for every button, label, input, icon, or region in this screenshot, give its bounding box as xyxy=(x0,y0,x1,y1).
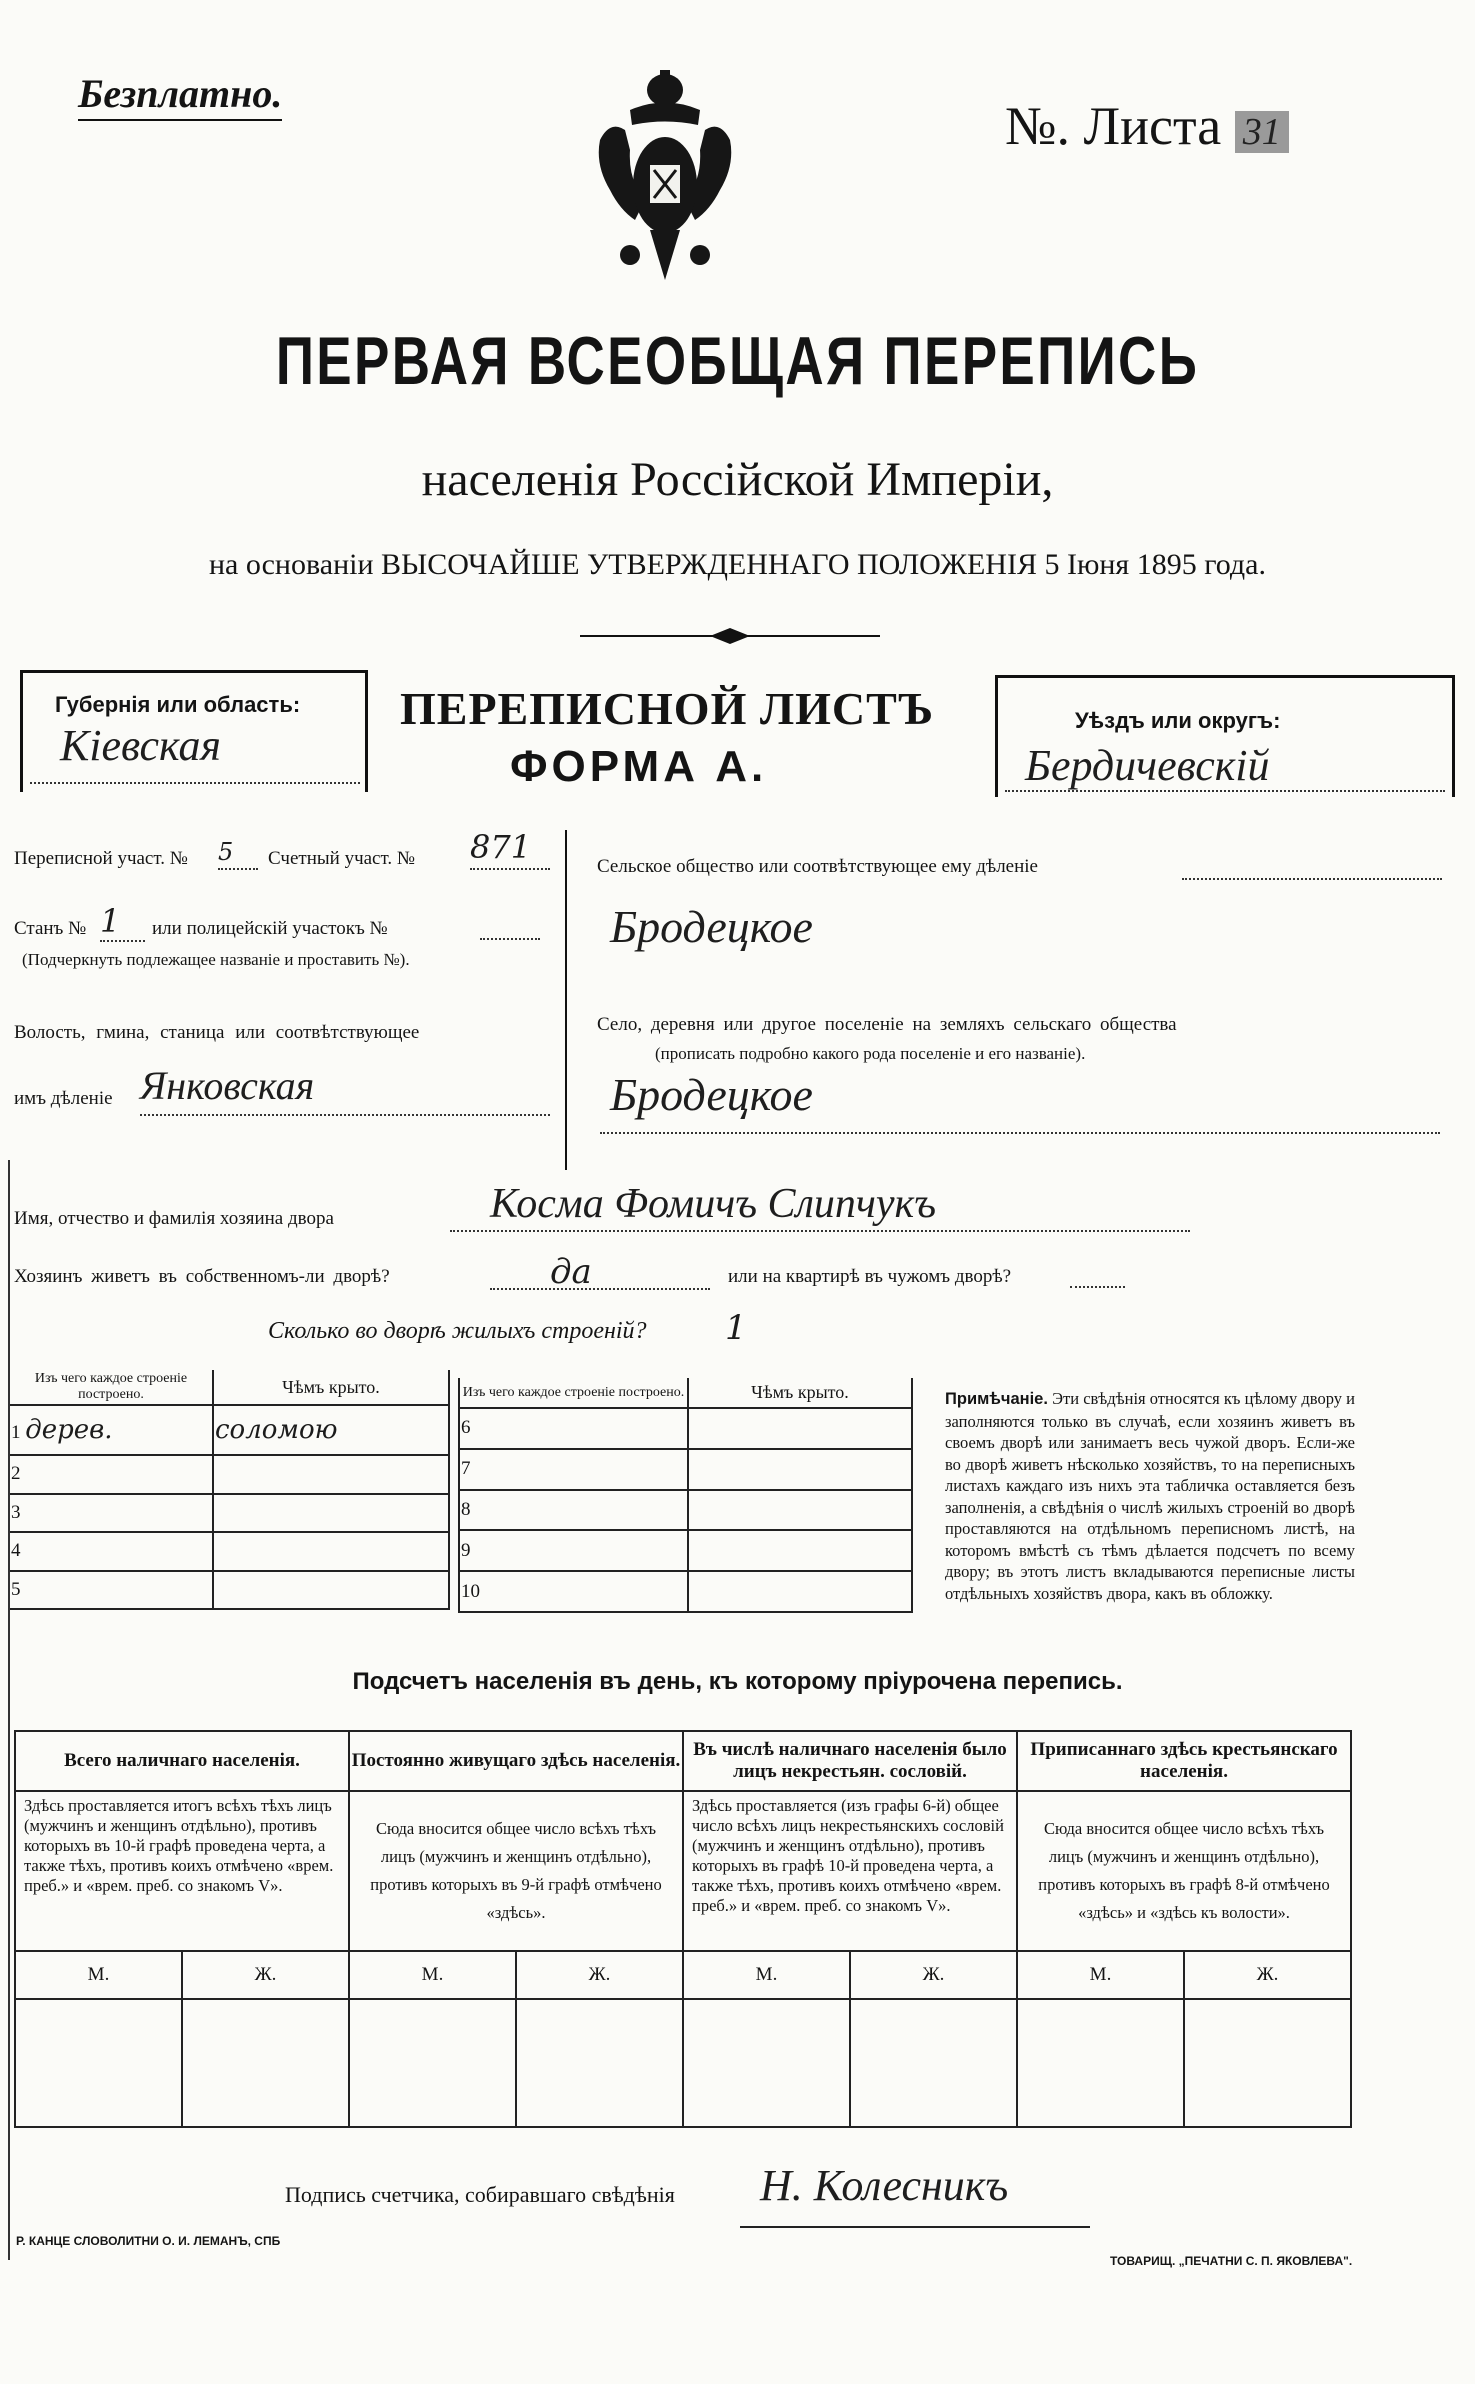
row-number: 6 xyxy=(461,1417,471,1439)
row-number: 8 xyxy=(461,1498,471,1520)
table-row xyxy=(10,1571,449,1609)
table-row xyxy=(459,1530,912,1571)
population-col-title: Постоянно живущаго здѣсь населенія. xyxy=(349,1731,683,1791)
row-material: дерев. xyxy=(25,1415,113,1446)
signature-label: Подпись счетчика, собиравшаго свѣдѣнія xyxy=(285,2182,675,2207)
buildings-value: 1 xyxy=(725,1308,747,1348)
population-col-text: Здѣсь проставляется (изъ графы 6-й) общее число всѣхъ лицъ некрестьянскихъ сословій (мужчинъ и женщинъ отдѣльно), противъ которыхъ въ графѣ 10-й проведена черта, а также тѣхъ, противъ коихъ отмѣчено «врем. преб.» и «врем. преб. со знакомъ V». xyxy=(683,1791,1017,1951)
district-value: Бердичевскій xyxy=(1005,740,1445,792)
volost-label-2: имъ дѣленіе xyxy=(14,1088,113,1109)
note-title: Примѣчаніе. xyxy=(945,1390,1048,1408)
owner-value: Косма Фомичъ Слипчукъ xyxy=(450,1180,1190,1232)
underline-note: (Подчеркнуть подлежащее названіе и проставить №). xyxy=(22,950,410,969)
row-number: 1 xyxy=(11,1422,21,1444)
row-number: 2 xyxy=(11,1463,21,1485)
form-type: ФОРМА А. xyxy=(510,742,768,791)
stan-value: 1 xyxy=(100,902,145,942)
volost-value: Янковская xyxy=(140,1062,550,1116)
row-number: 5 xyxy=(11,1578,21,1600)
page-title: ПЕРВАЯ ВСЕОБЩАЯ ПЕРЕПИСЬ xyxy=(275,323,1200,399)
population-col-text: Здѣсь проставляется итогъ всѣхъ тѣхъ лицъ (мужчинъ и женщинъ отдѣльно), противъ которыхъ въ 10-й графѣ проведена черта, а также тѣхъ, противъ коихъ отмѣчено «врем. преб.» и «врем. преб. со знакомъ V». xyxy=(15,1791,349,1951)
apartment-dots xyxy=(1070,1280,1125,1288)
population-heading: Подсчетъ населенія въ день, къ которому пріурочена перепись. xyxy=(352,1668,1123,1695)
row-roof: соломою xyxy=(213,1405,449,1455)
form-name: ПЕРЕПИСНОЙ ЛИСТЪ xyxy=(400,683,935,734)
rural-society-label: Сельское общество или соотвѣтствующее ему дѣленіе xyxy=(597,856,1038,877)
signature-value: Н. Колесникъ xyxy=(760,2161,1009,2210)
note-text: Эти свѣдѣнія относятся къ цѣлому двору и заполняются только въ случаѣ, если хозяинъ живетъ въ своемъ дворѣ или занимаетъ весь чужой дворъ. Если-же во дворѣ живетъ нѣсколько хозяйствъ, то на переписныхъ листахъ каждаго изъ нихъ эта табличка оставляется безъ заполненія, а свѣдѣнія о числѣ жилыхъ строеній во дворѣ проставляются на отдѣльномъ переписномъ листѣ, на которомъ вмѣстѣ съ тѣмъ дѣлается подсчетъ по всему двору; въ этотъ листъ вкладываются переписные листы отдѣльныхъ хозяйствъ двора, какъ въ обложку. xyxy=(945,1389,1355,1603)
counting-section-label: Счетный участ. № xyxy=(268,848,415,869)
table-row xyxy=(10,1405,449,1455)
population-col-text: Сюда вносится общее число всѣхъ тѣхъ лицъ (мужчинъ и женщинъ отдѣльно), противъ которыхъ въ графѣ 8-й отмѣчено «здѣсь» и «здѣсь къ волости». xyxy=(1017,1791,1351,1951)
col-roof: Чѣмъ крыто. xyxy=(213,1370,449,1405)
owner-label: Имя, отчество и фамилія хозяина двора xyxy=(14,1208,334,1229)
table-row xyxy=(10,1455,449,1493)
table-row xyxy=(10,1494,449,1532)
district-label: Уѣздъ или округъ: xyxy=(1075,708,1281,733)
ornament-divider xyxy=(580,628,880,644)
legal-basis: на основаніи ВЫСОЧАЙШЕ УТВЕРЖДЕННАГО ПОЛОЖЕНІЯ 5 Іюня 1895 года. xyxy=(209,548,1266,581)
buildings-table-right xyxy=(458,1378,913,1613)
table-row xyxy=(15,1999,1351,2127)
table-row xyxy=(459,1490,912,1531)
sheet-number-label xyxy=(1005,95,1289,157)
row-number: 9 xyxy=(461,1539,471,1561)
population-col-text: Сюда вносится общее число всѣхъ тѣхъ лицъ (мужчинъ и женщинъ отдѣльно), противъ которыхъ въ 9-й графѣ отмѣчено «здѣсь». xyxy=(349,1791,683,1951)
census-section-label: Переписной участ. № xyxy=(14,848,188,869)
female-header: Ж. xyxy=(182,1951,349,1999)
stan-label: Станъ № xyxy=(14,918,87,939)
buildings-label: Сколько во дворѣ жилыхъ строеній? xyxy=(268,1318,647,1344)
village-value: Бродецкое xyxy=(610,1069,813,1120)
col-material: Изъ чего каждое строеніе построено. xyxy=(10,1370,213,1405)
male-header: М. xyxy=(349,1951,516,1999)
population-col-title: Приписаннаго здѣсь крестьянскаго населенія. xyxy=(1017,1731,1351,1791)
village-label: Село, деревня или другое поселеніе на земляхъ сельскаго общества xyxy=(597,1014,1177,1035)
police-label: или полицейскій участокъ № xyxy=(152,918,388,939)
sheet-number: 31 xyxy=(1235,111,1289,153)
double-headed-eagle-emblem xyxy=(590,70,740,300)
rural-society-value: Бродецкое xyxy=(610,901,813,952)
note-block xyxy=(945,1388,1355,1604)
province-value: Кіевская xyxy=(30,720,360,784)
col-material: Изъ чего каждое строеніе построено. xyxy=(459,1378,688,1408)
signature-line xyxy=(740,2226,1090,2228)
volost-label: Волость, гмина, станица или соотвѣтствующее xyxy=(14,1022,420,1043)
counting-section-value: 871 xyxy=(470,828,550,870)
table-row xyxy=(459,1571,912,1612)
page-subtitle: населенія Россійской Имперіи, xyxy=(421,453,1054,506)
female-header: Ж. xyxy=(1184,1951,1351,1999)
printer-right: ТОВАРИЩ. „ПЕЧАТНИ С. П. ЯКОВЛЕВА". xyxy=(1110,2254,1353,2268)
own-yard-label: Хозяинъ живетъ въ собственномъ-ли дворѣ? xyxy=(14,1266,390,1287)
village-note: (прописать подробно какого рода поселеніе и его названіе). xyxy=(655,1044,1086,1063)
table-row xyxy=(459,1449,912,1490)
female-header: Ж. xyxy=(516,1951,683,1999)
row-number: 7 xyxy=(461,1458,471,1480)
row-number: 10 xyxy=(461,1580,480,1602)
population-col-title: Всего наличнаго населенія. xyxy=(15,1731,349,1791)
female-header: Ж. xyxy=(850,1951,1017,1999)
table-row xyxy=(459,1408,912,1449)
apartment-label: или на квартирѣ въ чужомъ дворѣ? xyxy=(728,1266,1012,1287)
free-label: Безплатно. xyxy=(78,70,282,121)
sheet-label: №. Листа xyxy=(1005,96,1222,156)
printer-left: Р. КАНЦЕ СЛОВОЛИТНИ О. И. ЛЕМАНЪ, СПБ xyxy=(16,2234,281,2248)
police-value xyxy=(480,920,540,940)
rural-society-dots xyxy=(1182,870,1442,880)
table-row xyxy=(10,1532,449,1570)
population-col-title: Въ числѣ наличнаго населенія было лицъ некрестьян. сословій. xyxy=(683,1731,1017,1791)
own-yard-value: да xyxy=(490,1252,710,1290)
population-table xyxy=(14,1730,1352,2128)
male-header: М. xyxy=(1017,1951,1184,1999)
village-dots xyxy=(600,1128,1440,1134)
row-number: 3 xyxy=(11,1501,21,1523)
buildings-table-left xyxy=(10,1370,450,1610)
census-section-value: 5 xyxy=(218,838,258,870)
col-roof: Чѣмъ крыто. xyxy=(688,1378,912,1408)
province-label: Губернія или область: xyxy=(55,692,301,717)
male-header: М. xyxy=(15,1951,182,1999)
row-number: 4 xyxy=(11,1540,21,1562)
male-header: М. xyxy=(683,1951,850,1999)
